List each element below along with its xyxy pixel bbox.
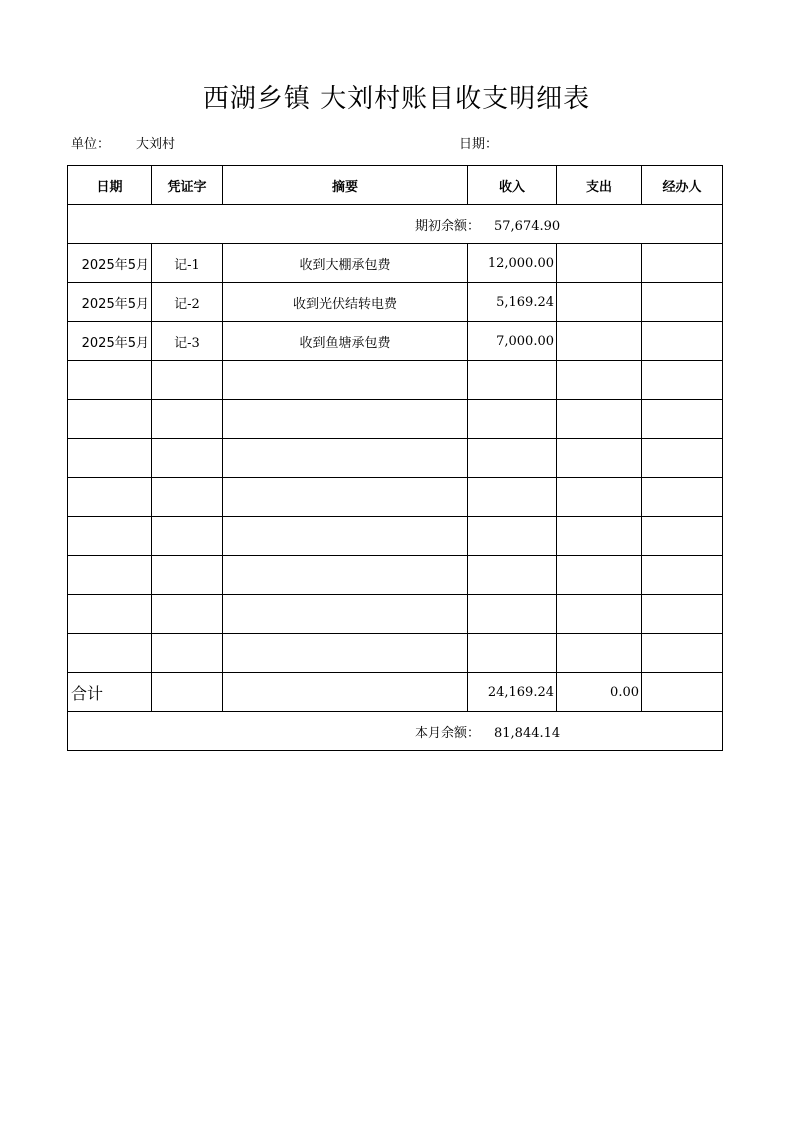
expense-cell xyxy=(557,634,642,673)
income-cell xyxy=(468,517,557,556)
handler-cell xyxy=(642,595,723,634)
total-handler-cell xyxy=(642,673,723,712)
handler-cell xyxy=(642,322,723,361)
voucher-cell xyxy=(152,634,223,673)
income-cell xyxy=(468,400,557,439)
date-cell xyxy=(68,556,152,595)
summary-cell xyxy=(223,361,468,400)
table-row xyxy=(68,322,723,361)
date-cell: 2025年5月 xyxy=(68,244,152,283)
date-cell xyxy=(68,517,152,556)
total-summary-cell xyxy=(223,673,468,712)
income-cell: 12,000.00 xyxy=(468,244,557,283)
voucher-cell xyxy=(152,478,223,517)
opening-balance-cell xyxy=(68,205,723,244)
table-row xyxy=(68,556,723,595)
unit-value: 大刘村 xyxy=(136,137,176,152)
expense-cell xyxy=(557,244,642,283)
date-label: 日期： xyxy=(459,137,499,152)
handler-cell xyxy=(642,634,723,673)
date-cell xyxy=(68,478,152,517)
voucher-cell xyxy=(152,517,223,556)
table-row xyxy=(68,595,723,634)
ledger-table xyxy=(67,165,723,751)
voucher-cell: 记-2 xyxy=(152,283,223,322)
header-summary: 摘要 xyxy=(223,166,468,205)
voucher-cell xyxy=(152,361,223,400)
opening-balance-value: 57,674.90 xyxy=(494,218,561,234)
table-row xyxy=(68,478,723,517)
voucher-cell xyxy=(152,400,223,439)
handler-cell xyxy=(642,556,723,595)
total-row xyxy=(68,673,723,712)
date-cell xyxy=(68,634,152,673)
income-cell xyxy=(468,478,557,517)
summary-cell xyxy=(223,634,468,673)
handler-cell xyxy=(642,361,723,400)
date-cell: 2025年5月 xyxy=(68,283,152,322)
header-handler: 经办人 xyxy=(642,166,723,205)
voucher-cell xyxy=(152,439,223,478)
income-cell xyxy=(468,556,557,595)
total-voucher-cell xyxy=(152,673,223,712)
date-cell xyxy=(68,400,152,439)
summary-cell: 收到大棚承包费 xyxy=(223,244,468,283)
header-expense: 支出 xyxy=(557,166,642,205)
income-cell xyxy=(468,634,557,673)
expense-cell xyxy=(557,595,642,634)
header-row xyxy=(68,166,723,205)
header-income: 收入 xyxy=(468,166,557,205)
handler-cell xyxy=(642,400,723,439)
header-voucher: 凭证字 xyxy=(152,166,223,205)
income-cell: 5,169.24 xyxy=(468,283,557,322)
summary-cell xyxy=(223,439,468,478)
handler-cell xyxy=(642,244,723,283)
summary-cell: 收到鱼塘承包费 xyxy=(223,322,468,361)
expense-cell xyxy=(557,322,642,361)
table-row xyxy=(68,400,723,439)
closing-balance-label: 本月余额： xyxy=(414,725,480,741)
expense-cell xyxy=(557,478,642,517)
expense-cell xyxy=(557,517,642,556)
expense-cell xyxy=(557,556,642,595)
header-date: 日期 xyxy=(68,166,152,205)
income-cell xyxy=(468,439,557,478)
expense-cell xyxy=(557,283,642,322)
total-label: 合计 xyxy=(68,673,152,712)
income-cell: 7,000.00 xyxy=(468,322,557,361)
table-row xyxy=(68,634,723,673)
date-cell xyxy=(68,595,152,634)
summary-cell xyxy=(223,517,468,556)
date-cell: 2025年5月 xyxy=(68,322,152,361)
date-cell xyxy=(68,439,152,478)
total-income: 24,169.24 xyxy=(468,673,557,712)
expense-cell xyxy=(557,361,642,400)
summary-cell: 收到光伏结转电费 xyxy=(223,283,468,322)
voucher-cell: 记-1 xyxy=(152,244,223,283)
table-row xyxy=(68,439,723,478)
closing-balance-value: 81,844.14 xyxy=(494,725,561,741)
summary-cell xyxy=(223,478,468,517)
summary-cell xyxy=(223,556,468,595)
page-title: 西湖乡镇 大刘村账目收支明细表 xyxy=(202,84,591,114)
summary-cell xyxy=(223,400,468,439)
voucher-cell xyxy=(152,595,223,634)
expense-cell xyxy=(557,439,642,478)
handler-cell xyxy=(642,517,723,556)
closing-balance-row xyxy=(68,712,723,751)
date-cell xyxy=(68,361,152,400)
closing-balance-cell xyxy=(68,712,723,751)
table-row xyxy=(68,283,723,322)
voucher-cell: 记-3 xyxy=(152,322,223,361)
income-cell xyxy=(468,361,557,400)
income-cell xyxy=(468,595,557,634)
summary-cell xyxy=(223,595,468,634)
opening-balance-label: 期初余额： xyxy=(414,218,480,234)
expense-cell xyxy=(557,400,642,439)
handler-cell xyxy=(642,439,723,478)
handler-cell xyxy=(642,283,723,322)
table-row xyxy=(68,244,723,283)
handler-cell xyxy=(642,478,723,517)
unit-label: 单位： xyxy=(71,137,111,152)
total-expense: 0.00 xyxy=(557,673,642,712)
unit-line xyxy=(71,133,175,152)
opening-balance-row xyxy=(68,205,723,244)
table-row xyxy=(68,361,723,400)
table-row xyxy=(68,517,723,556)
voucher-cell xyxy=(152,556,223,595)
